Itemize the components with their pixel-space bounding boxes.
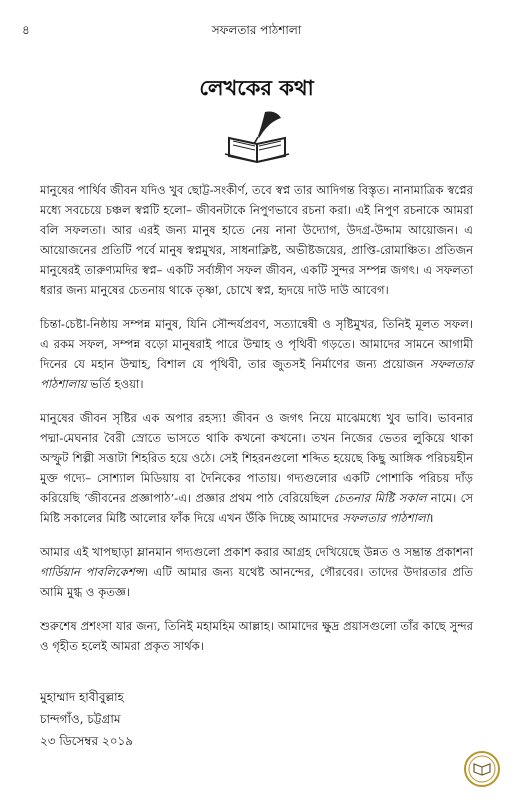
book-with-quill-icon xyxy=(221,108,293,164)
paragraph-4-text: আমার এই খাপছাড়া ম্লানমান গদ্যগুলো প্রকাশ করার আগ্রহ দেখিয়েছে উন্নত ও সম্ভ্রান্ত প্রকাশনা xyxy=(40,545,473,559)
paragraph-2-emphasis: সফলতার পাঠশালায় xyxy=(40,357,473,391)
paragraph-2-text: চিন্তা-চেষ্টা-নিষ্ঠায় সম্পন্ন মানুষ, যিনি সৌন্দর্যপ্রবণ, সত্যান্বেষী ও সৃষ্টিমুখর, তিনিই মূলত সফল। এ রকম সফল, সম্পন্ন বড়ো মানুষরাই পারে উম্মাহ ও পৃথিবী গড়তে। আমাদের সামনে আগামী দিনের যে মহান উম্মাহ, বিশাল যে পৃথিবী, তার জুতসই নির্মাণের জন্য প্রয়োজন xyxy=(40,317,473,371)
running-title: সফলতার পাঠশালা xyxy=(211,23,302,37)
paragraph-3-tail: নামে। সে মিষ্টি সকালের মিষ্টি আলোর ফাঁক দিয়ে এখন উঁকি দিচ্ছে আমাদের xyxy=(40,491,473,525)
page-number: ৪ xyxy=(22,23,30,37)
paragraph-2-tail: ভর্তি হওয়া। xyxy=(86,377,144,391)
paragraph-5-text: শুরুশেষ প্রশংসা যার জন্য, তিনিই মহামহিম আল্লাহ। আমাদের ক্ষুদ্র প্রয়াসগুলো তাঁর কাছে সুন্দর ও গৃহীত হলেই আমরা প্রকৃত সার্থক। xyxy=(40,619,473,653)
paragraph-3-emphasis-2: সফলতার পাঠশালা xyxy=(342,511,429,525)
paragraph-1 xyxy=(40,180,473,300)
author-signature xyxy=(40,686,133,752)
author-name: মুহাম্মাদ হাবীবুল্লাহ xyxy=(40,690,124,704)
paragraph-2 xyxy=(40,314,473,394)
chapter-title: লেখকের কথা xyxy=(199,75,314,100)
paragraph-3-text: মানুষের জীবন সৃষ্টির এক অপার রহস্য! জীবন ও জগৎ নিয়ে মাঝেমধ্যে খুব ভাবি। ভাবনার পদ্মা-মেঘনার বৈরী স্রোতে ভাসতে থাকি কখনো কখনো। তখন নিজের ভেতর লুকিয়ে থাকা অস্ফুট শিল্পী সত্তাটা শিহরিত হয়ে ওঠে। সেই শিহরনগুলো শব্দিত হয়েছে কিছু আঙ্গিক পরিচয়হীন মুক্ত গদ্যে– সোশ্যাল মিডিয়ায় বা দৈনিকের পাতায়। গদ্যগুলোর একটি পোশাকি পরিচয় দাঁড় করিয়েছি ‘জীবনের প্রজ্ঞাপাঠ’-এ। প্রজ্ঞার প্রথম পাঠ বেরিয়েছিল xyxy=(40,411,473,505)
paragraph-4-emphasis: গার্ডিয়ান পাবলিকেশন্স xyxy=(40,565,144,579)
paragraph-3-emphasis: চেতনার মিষ্টি সকাল xyxy=(333,491,427,505)
preface-body xyxy=(40,180,473,670)
paragraph-5 xyxy=(40,616,473,656)
paragraph-4-tail: । এটি আমার জন্য যথেষ্ট আনন্দের, গৌরবের। তাদের উদারতার প্রতি আমি মুগ্ধ ও কৃতজ্ঞ। xyxy=(40,565,473,599)
paragraph-4 xyxy=(40,542,473,602)
signature-date: ২৩ ডিসেম্বর ২০১৯ xyxy=(40,734,134,748)
paragraph-1-text: মানুষের পার্থিব জীবন যদিও খুব ছোট্ট-সংকীর্ণ, তবে স্বপ্ন তার আদিগন্ত বিস্তৃত। নানামাত্রিক স্বপ্নের মধ্যে সবচেয়ে চঞ্চল স্বপ্নটি হলো– জীবনটাকে নিপুণভাবে রচনা করা। এই নিপুণ রচনাকে আমরা বলি সফলতা। আর এরই জন্য মানুষ হাতে নেয় নানা উদ্যোগ, উদগ্র-উদ্দাম আয়োজন। এ আয়োজনের প্রতিটি পর্বে মানুষ স্বপ্নমুখর, সাধনাক্লিষ্ট, অভীষ্টজয়ের, প্রাপ্তি-রোমাঞ্চিত। প্রতিজন মানুষেরই তারুণ্যমদির স্বপ্ন– একটি সর্বাঙ্গীণ সফল জীবন, একটি সুন্দর সম্পন্ন জগৎ। এ সফলতা ধরার জন্য মানুষের চেতনায় থাকে তৃষ্ণা, চোখে স্বপ্ন, হৃদয়ে দাউ দাউ আবেগ। xyxy=(40,183,473,297)
paragraph-3 xyxy=(40,408,473,528)
author-place: চান্দগাঁও, চট্টগ্রাম xyxy=(40,712,121,726)
publisher-seal-icon xyxy=(463,750,501,788)
paragraph-3-tail-2: । xyxy=(428,511,434,525)
